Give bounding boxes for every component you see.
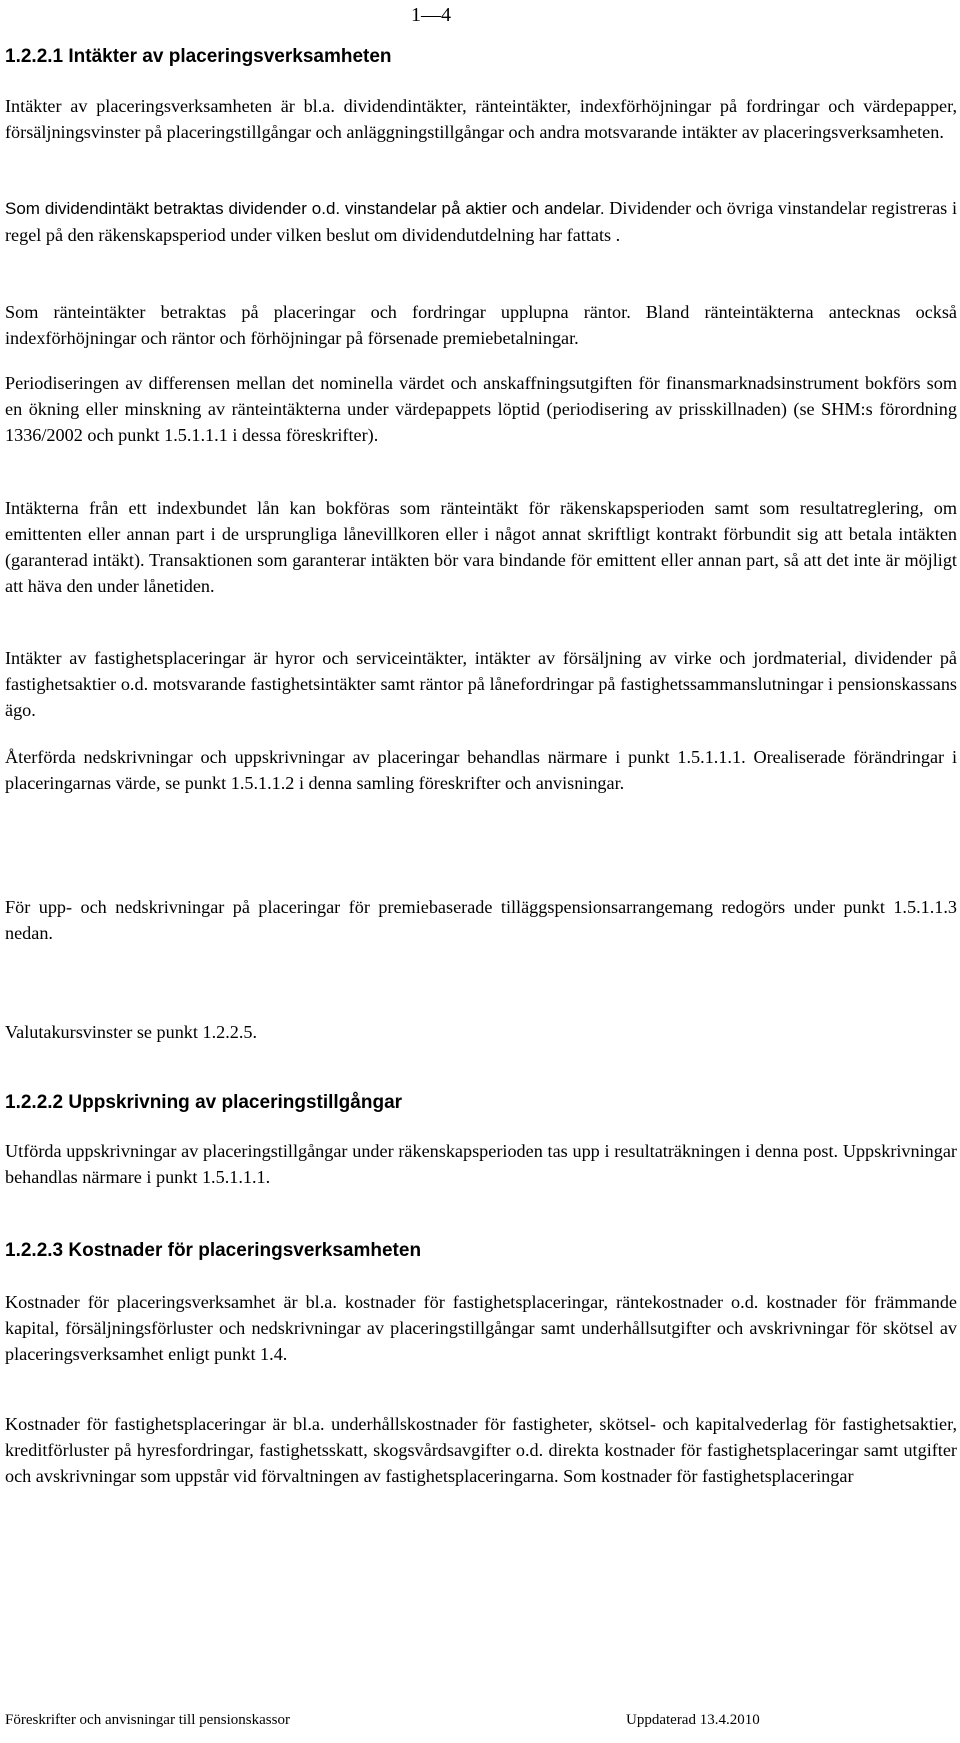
footer-left: Föreskrifter och anvisningar till pensionskassor <box>5 1712 290 1728</box>
dividend-registration: Dividender och övriga vinstandelar registreras i regel på den räkenskapsperiod under vilken beslut om dividendutdelning har fattats . <box>5 198 957 245</box>
paragraph-intakter-definition: Intäkter av placeringsverksamheten är bl.a. dividendintäkter, ränteintäkter, indexförhöjningar på fordringar och värdepapper, försäljningsvinster på placeringstillgångar och anläggningstillgångar och andra motsvarande intäkter av placeringsverksamheten. <box>5 96 957 142</box>
paragraph-kostnader-fastighetsplaceringar: Kostnader för fastighetsplaceringar är bl.a. underhållskostnader för fastigheter, skötsel- och kapitalvederlag för fastighetsaktier, kreditförluster på hyresfordringar, fastighetsskatt, skogsvårdsavgifter o.d. direkta kostnader för fastighetsplaceringar samt utgifter och avskrivningar som uppstår vid förvaltningen av fastighetsplaceringarna. Som kostnader för fastighetsplaceringar <box>5 1414 957 1486</box>
footer-right: Uppdaterad 13.4.2010 <box>626 1712 760 1728</box>
paragraph-dividendintakt <box>5 195 957 248</box>
paragraph-fastighetsplaceringar: Intäkter av fastighetsplaceringar är hyror och serviceintäkter, intäkter av försäljning av virke och jordmaterial, dividender på fastighetsaktier o.d. motsvarande fastighetsintäkter samt räntor på lånefordringar på fastighetssammanslutningar i pensionskassans ägo. <box>5 648 957 720</box>
paragraph-kostnader-placeringsverksamhet: Kostnader för placeringsverksamhet är bl.a. kostnader för fastighetsplaceringar, räntekostnader o.d. kostnader för främmande kapital, försäljningsförluster och nedskrivningar av placeringstillgångar samt underhållsutgifter och avskrivningar för skötsel av placeringsverksamhet enligt punkt 1.4. <box>5 1292 957 1364</box>
section-heading-1-2-2-2: 1.2.2.2 Uppskrivning av placeringstillgångar <box>5 1092 403 1113</box>
paragraph-valutakursvinster: Valutakursvinster se punkt 1.2.2.5. <box>5 1022 258 1042</box>
paragraph-periodisering: Periodiseringen av differensen mellan det nominella värdet och anskaffningsutgiften för finansmarknadsinstrument bokförs som en ökning eller minskning av ränteintäkterna under värdepappets löptid (periodisering av prisskillnaden) (se SHM:s förordning 1336/2002 och punkt 1.5.1.1.1 i dessa föreskrifter). <box>5 373 957 445</box>
section-heading-1-2-2-3: 1.2.2.3 Kostnader för placeringsverksamheten <box>5 1240 422 1261</box>
paragraph-uppskrivning: Utförda uppskrivningar av placeringstillgångar under räkenskapsperioden tas upp i resultaträkningen i denna post. Uppskrivningar behandlas närmare i punkt 1.5.1.1.1. <box>5 1141 957 1187</box>
paragraph-ranteintakter: Som ränteintäkter betraktas på placeringar och fordringar upplupna räntor. Bland ränteintäkterna antecknas också indexförhöjningar och räntor och förhöjningar på försenade premiebetalningar. <box>5 302 957 348</box>
section-heading-1-2-2-1: 1.2.2.1 Intäkter av placeringsverksamheten <box>5 46 392 67</box>
page-number: 1—4 <box>411 4 451 26</box>
paragraph-premiebaserade: För upp- och nedskrivningar på placeringar för premiebaserade tilläggspensionsarrangemang redogörs under punkt 1.5.1.1.3 nedan. <box>5 897 957 943</box>
dividendintakt-definition: Som dividendintäkt betraktas dividender o.d. vinstandelar på aktier och andelar. <box>5 199 605 218</box>
paragraph-indexbundet-lan: Intäkterna från ett indexbundet lån kan bokföras som ränteintäkt för räkenskapsperioden samt som resultatreglering, om emittenten eller annan part i de ursprungliga lånevillkoren eller i något annat skriftligt kontrakt förbundit sig att betala intäkten (garanterad intäkt). Transaktionen som garanterar intäkten bör vara bindande för emittent eller annan part, så att det inte är möjligt att häva den under lånetiden. <box>5 498 957 596</box>
paragraph-aterforda-nedskrivningar: Återförda nedskrivningar och uppskrivningar av placeringar behandlas närmare i punkt 1.5.1.1.1. Orealiserade förändringar i placeringarnas värde, se punkt 1.5.1.1.2 i denna samling föreskrifter och anvisningar. <box>5 747 957 793</box>
